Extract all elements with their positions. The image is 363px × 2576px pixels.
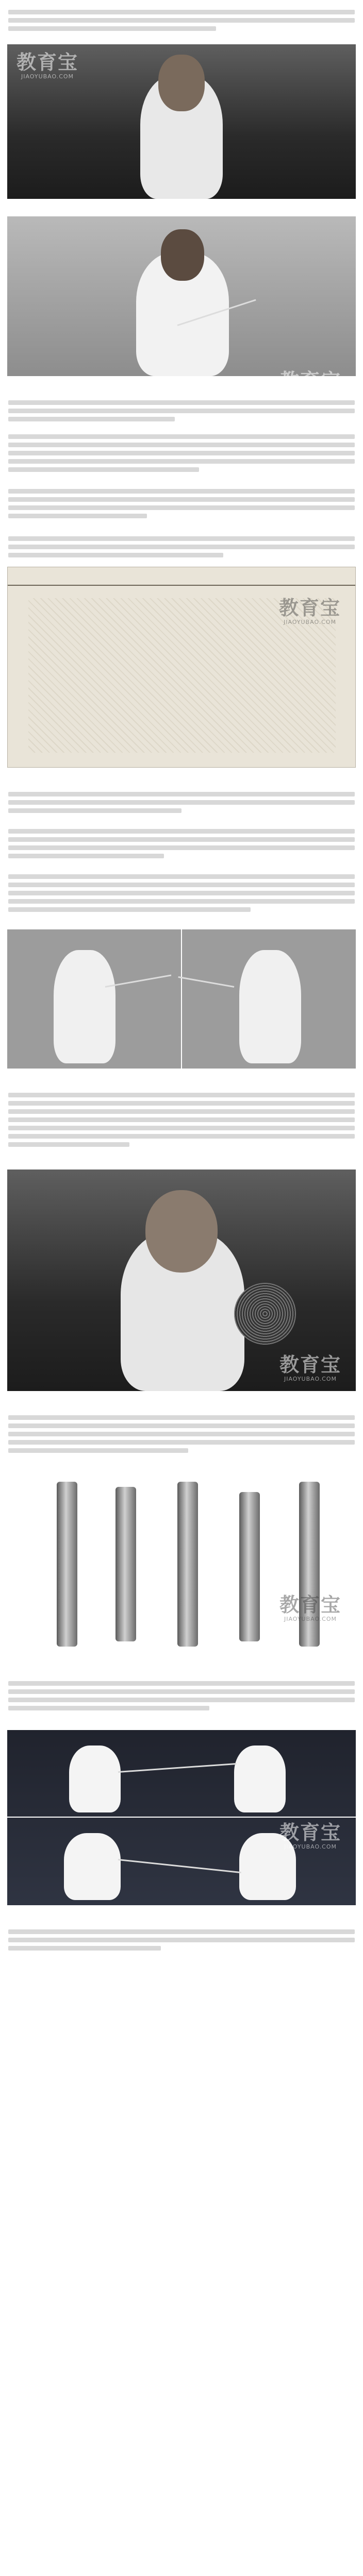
watermark: 教育宝 JIAOYUBAO.COM	[279, 1821, 341, 1850]
paragraph	[7, 868, 356, 924]
watermark: 教育宝 JIAOYUBAO.COM	[279, 369, 341, 398]
watermark: 教育宝 JIAOYUBAO.COM	[278, 597, 341, 625]
photo-caption	[7, 379, 356, 391]
fencer-portrait-photo	[7, 44, 356, 199]
fencer-white-jacket-photo	[7, 216, 356, 398]
paragraph	[7, 1409, 356, 1465]
photo-caption	[7, 1072, 356, 1083]
woman-fencer-portrait-photo	[7, 1170, 356, 1391]
paragraph	[7, 428, 356, 479]
fencers-pair-photo	[7, 929, 356, 1069]
watermark: 教育宝 JIAOYUBAO.COM	[279, 1594, 341, 1622]
watermark: 教育宝 JIAOYUBAO.COM	[16, 51, 79, 80]
watermark: 教育宝 JIAOYUBAO.COM	[279, 1353, 341, 1382]
paragraph	[7, 822, 356, 863]
photo-caption	[7, 202, 356, 213]
paragraph	[7, 530, 356, 563]
paragraph	[7, 1086, 356, 1163]
fencing-equipment-photo	[7, 1471, 356, 1657]
newspaper-cartoon-illustration	[7, 567, 356, 768]
modern-bout-photo	[7, 1730, 356, 1905]
photo-caption	[7, 1908, 356, 1920]
paragraph	[7, 482, 356, 527]
photo-caption	[7, 1660, 356, 1671]
paragraph	[7, 1674, 356, 1724]
paragraph	[7, 785, 356, 819]
photo-caption	[7, 771, 356, 782]
paragraph	[7, 394, 356, 425]
photo-caption	[7, 1394, 356, 1405]
paragraph-intro	[7, 3, 356, 40]
paragraph-closing	[7, 1923, 356, 1964]
